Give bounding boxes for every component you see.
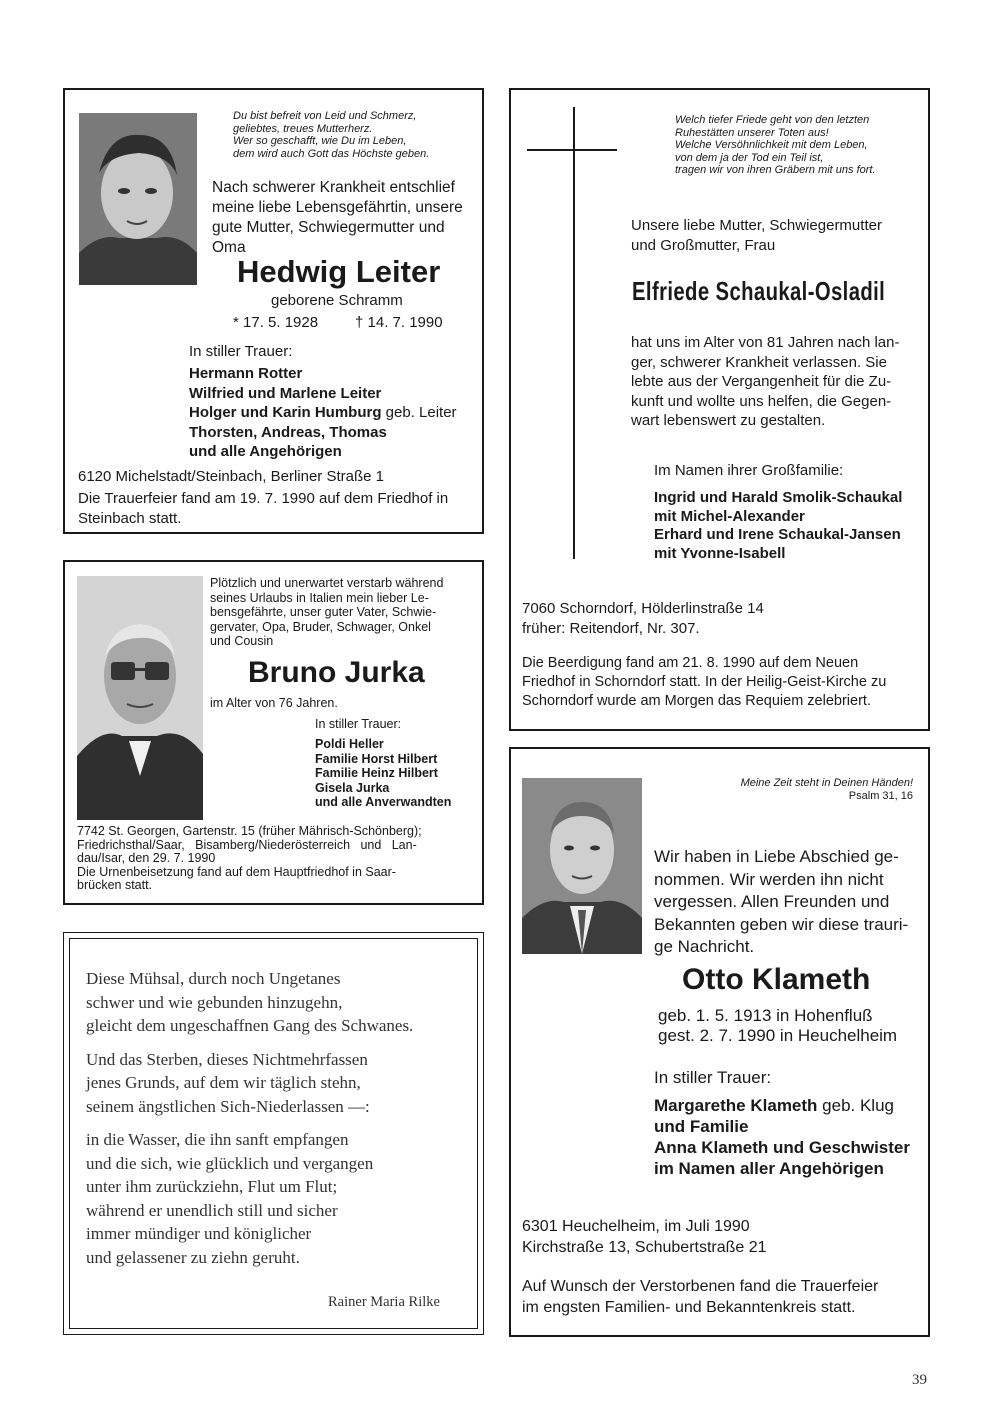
footer-line: 7742 St. Georgen, Gartenstr. 15 (früher Mährisch-Schönberg); (77, 824, 422, 838)
poem-line: von dem ja der Tod ein Teil ist, (675, 151, 824, 164)
closing-klameth (522, 1276, 878, 1318)
body-line: kunft und wollte uns helfen, die Gegen- (631, 392, 892, 410)
quote-klameth: Meine Zeit steht in Deinen Händen! (740, 777, 913, 789)
intro-line: Bekannten geben wir diese trauri- (654, 914, 909, 934)
mourner: Poldi Heller (315, 737, 384, 751)
body-line: wart lebenswert zu gestalten. (631, 412, 826, 429)
poem-line: geliebtes, treues Mutterherz. (233, 122, 373, 135)
address-schaukal (522, 599, 764, 638)
mourner: Familie Heinz Hilbert (315, 766, 438, 780)
intro-line: Plötzlich und unerwartet verstarb während (210, 576, 444, 590)
mourner: Erhard und Irene Schaukal-Jansen (654, 526, 901, 543)
deceased-name-schaukal: Elfriede Schaukal-Osladil (632, 276, 886, 306)
poem-line: Welche Versöhnlichkeit mit dem Leben, (675, 139, 868, 151)
footer-line: Die Urnenbeisetzung fand auf dem Hauptfriedhof in Saar- (77, 864, 396, 879)
closing-line: Auf Wunsch der Verstorbenen fand die Trauerfeier (522, 1278, 879, 1295)
poem-line: Ruhestätten unserer Toten aus! (675, 126, 829, 139)
body-line: lebte aus der Vergangenheit für die Zu- (631, 373, 892, 390)
mourner: und Familie (654, 1117, 749, 1136)
mourners-heading-leiter: In stiller Trauer: (189, 343, 293, 360)
mourner: Thorsten, Andreas, Thomas (189, 423, 387, 441)
intro-line: gute Mutter, Schwiegermutter und (212, 219, 445, 236)
poem-line: immer mündiger und königlicher (86, 1224, 312, 1243)
poem-line: Welch tiefer Friede geht von den letzten (675, 114, 870, 126)
intro-line: seines Urlaubs in Italien mein lieber Le- (210, 590, 429, 605)
intro-line: Wir haben in Liebe Abschied ge- (654, 847, 899, 866)
intro-line: Oma (212, 239, 246, 256)
cross-bar (527, 149, 617, 151)
ceremony-leiter (78, 489, 448, 528)
notice-klameth (509, 747, 930, 1337)
poem-schaukal (675, 114, 925, 177)
intro-line: ge Nachricht. (654, 937, 755, 956)
address-line: früher: Reitendorf, Nr. 307. (522, 619, 700, 637)
funeral-line: Die Beerdigung fand am 21. 8. 1990 auf dem Neuen (522, 655, 859, 671)
poem-box (63, 932, 484, 1335)
intro-line: vergessen. Allen Freunden und (654, 892, 890, 911)
footer-jurka (77, 825, 422, 893)
poem-line: Du bist befreit von Leid und Schmerz, (233, 110, 417, 122)
poem-line: unter ihm zurückziehn, Flut um Flut; (86, 1177, 338, 1196)
mourner: im Namen aller Angehörigen (654, 1159, 884, 1178)
intro-klameth (654, 846, 908, 959)
mourners-heading-klameth: In stiller Trauer: (654, 1068, 772, 1087)
mourners-leiter (189, 364, 457, 462)
poem-line: während er unendlich still und sicher (86, 1200, 338, 1220)
poem-line: und die sich, wie glücklich und vergangen (86, 1153, 374, 1173)
mourner: Holger und Karin Humburg (189, 404, 382, 421)
mourner: Wilfried und Marlene Leiter (189, 384, 382, 402)
address-line: 6301 Heuchelheim, im Juli 1990 (522, 1218, 750, 1235)
mourners-jurka (315, 737, 451, 810)
portrait-photo-leiter-image (79, 113, 197, 285)
address-leiter: 6120 Michelstadt/Steinbach, Berliner Straße 1 (78, 468, 384, 485)
address-line: Kirchstraße 13, Schubertstraße 21 (522, 1239, 767, 1256)
mourner: und alle Anverwandten (315, 795, 452, 809)
notice-leiter (63, 88, 484, 534)
poem-leiter (233, 110, 478, 160)
mourner: Margarethe Klameth (654, 1096, 818, 1115)
mourners-klameth (654, 1095, 910, 1179)
poem-line: jenes Grunds, auf dem wir täglich stehn, (86, 1073, 361, 1092)
footer-line: dau/Isar, den 29. 7. 1990 (77, 851, 216, 865)
mourner: Anna Klameth und Geschwister (654, 1138, 910, 1157)
death-date-leiter: † 14. 7. 1990 (355, 314, 443, 331)
footer-line: brücken statt. (77, 878, 153, 892)
notice-schaukal (509, 88, 930, 731)
intro-schaukal (631, 216, 882, 255)
portrait-photo-klameth (522, 778, 642, 954)
address-klameth (522, 1216, 767, 1258)
intro-leiter (212, 178, 463, 258)
page-number: 39 (912, 1372, 927, 1388)
poem-line: Diese Mühsal, durch noch Ungetanes (86, 969, 341, 988)
quote-ref-klameth: Psalm 31, 16 (848, 790, 913, 802)
mourner-suffix: geb. Klug (817, 1096, 894, 1115)
intro-line: meine liebe Lebensgefährtin, unsere (212, 199, 463, 216)
mourners-heading-schaukal: Im Namen ihrer Großfamilie: (654, 462, 844, 479)
body-line: hat uns im Alter von 81 Jahren nach lan- (631, 334, 900, 351)
intro-line: und Cousin (210, 634, 274, 648)
portrait-photo-klameth-image (522, 778, 642, 954)
deceased-name-jurka: Bruno Jurka (248, 656, 425, 689)
mourner-suffix: geb. Leiter (381, 404, 457, 421)
intro-line: nommen. Wir werden ihn nicht (654, 869, 884, 889)
birth-date-leiter: * 17. 5. 1928 (233, 314, 319, 331)
poem-line: schwer und wie gebunden hinzugehn, (86, 992, 343, 1012)
poem-line: gleicht dem ungeschaffnen Gang des Schwanes. (86, 1016, 414, 1035)
poem-author: Rainer Maria Rilke (328, 1294, 440, 1310)
intro-jurka (210, 576, 443, 649)
portrait-photo-leiter (79, 113, 197, 285)
mourner: Ingrid und Harald Smolik-Schaukal (654, 489, 903, 506)
mourner: Hermann Rotter (189, 365, 303, 382)
poem-line: und gelassener zu ziehn geruht. (86, 1247, 300, 1267)
poem-text (86, 967, 413, 1269)
intro-line: gervater, Opa, Bruder, Schwager, Onkel (210, 619, 431, 634)
mourner: Familie Horst Hilbert (315, 751, 438, 766)
mourner: mit Yvonne-Isabell (654, 544, 786, 562)
funeral-line: Schorndorf wurde am Morgen das Requiem zelebriert. (522, 693, 871, 709)
portrait-photo-jurka (77, 576, 203, 820)
intro-line: Unsere liebe Mutter, Schwiegermutter (631, 217, 882, 234)
mourner: und alle Angehörigen (189, 443, 342, 460)
intro-line: und Großmutter, Frau (631, 236, 776, 254)
ceremony-line: Steinbach statt. (78, 509, 182, 527)
poem-line: Wer so geschafft, wie Du im Leben, (233, 135, 407, 147)
mourners-schaukal (654, 489, 902, 563)
closing-line: im engsten Familien- und Bekanntenkreis statt. (522, 1299, 856, 1316)
age-jurka: im Alter von 76 Jahren. (210, 696, 338, 710)
deceased-name-klameth: Otto Klameth (682, 963, 871, 996)
poem-line: seinem ängstlichen Sich-Niederlassen —: (86, 1096, 370, 1116)
deceased-name-leiter: Hedwig Leiter (237, 254, 441, 289)
poem-line: Und das Sterben, dieses Nichtmehrfassen (86, 1049, 368, 1069)
poem-line: tragen wir von ihren Gräbern mit uns fort. (675, 164, 876, 176)
poem-line: in die Wasser, die ihn sanft empfangen (86, 1130, 349, 1149)
born-name-leiter: geborene Schramm (271, 292, 403, 309)
intro-line: Nach schwerer Krankheit entschlief (212, 179, 455, 196)
body-schaukal (631, 333, 900, 431)
ceremony-line: Die Trauerfeier fand am 19. 7. 1990 auf dem Friedhof in (78, 490, 449, 507)
portrait-photo-jurka-image (77, 576, 203, 820)
mourner: Gisela Jurka (315, 780, 390, 795)
poem-line: dem wird auch Gott das Höchste geben. (233, 147, 430, 160)
death-klameth: gest. 2. 7. 1990 in Heuchelheim (658, 1026, 898, 1045)
funeral-line: Friedhof in Schorndorf statt. In der Heilig-Geist-Kirche zu (522, 674, 887, 690)
birth-klameth: geb. 1. 5. 1913 in Hohenfluß (658, 1006, 873, 1025)
mourners-heading-jurka: In stiller Trauer: (315, 717, 402, 731)
body-line: ger, schwerer Krankheit verlassen. Sie (631, 353, 887, 371)
funeral-schaukal (522, 654, 886, 711)
intro-line: bensgefährte, unser guter Vater, Schwie- (210, 605, 437, 619)
footer-line: Friedrichsthal/Saar, Bisamberg/Niederösterreich und Lan- (77, 837, 417, 852)
cross-icon (573, 107, 575, 559)
notice-jurka (63, 560, 484, 905)
mourner: mit Michel-Alexander (654, 507, 805, 525)
address-line: 7060 Schorndorf, Hölderlinstraße 14 (522, 600, 764, 617)
